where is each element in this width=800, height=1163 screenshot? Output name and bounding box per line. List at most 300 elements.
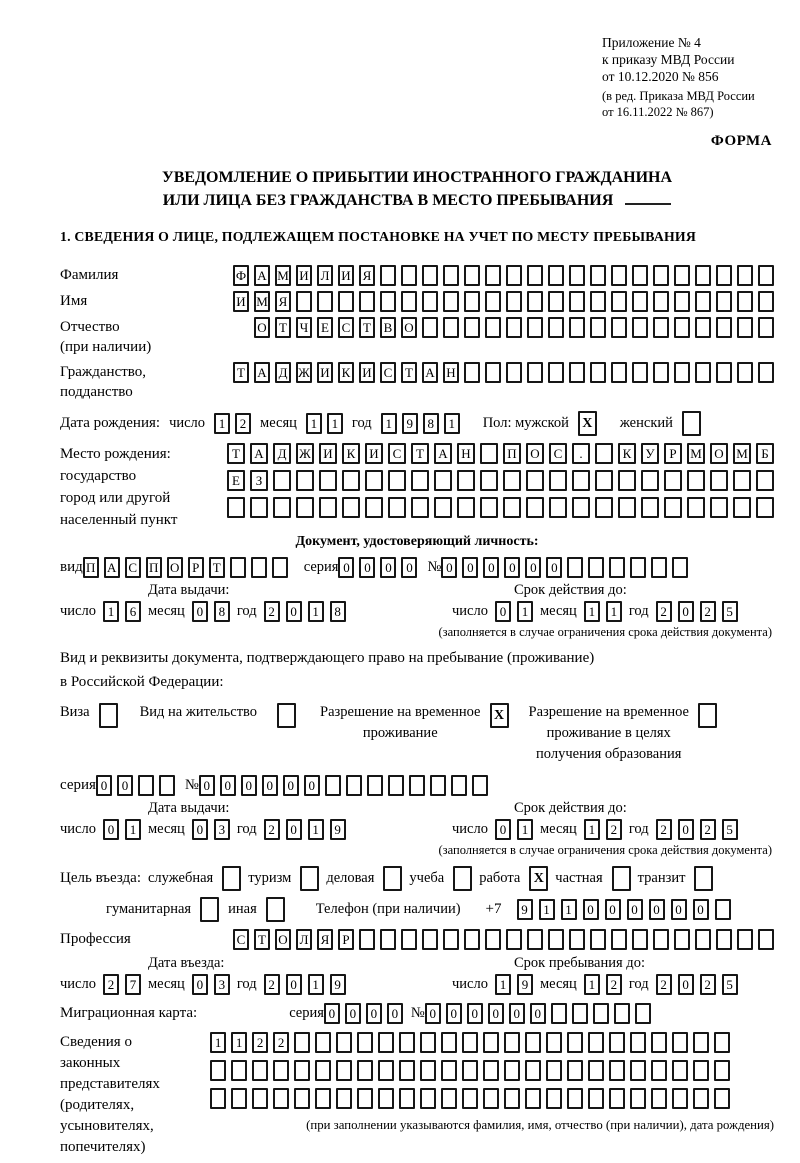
char-cell: Я: [317, 929, 333, 950]
char-cell: Т: [227, 443, 245, 464]
char-cell: [380, 291, 396, 312]
header-amendment-line: от 16.11.2022 № 867): [602, 104, 714, 119]
char-cell: [716, 929, 732, 950]
char-cell: 0: [495, 819, 511, 840]
char-cell: 0: [241, 775, 257, 796]
char-cell: [714, 1032, 730, 1053]
char-cell: [411, 470, 429, 491]
representatives-label-line: представителях: [60, 1076, 160, 1092]
char-cell: [716, 362, 732, 383]
char-cell: 9: [330, 819, 346, 840]
birth-place-cell-rows: [227, 443, 774, 531]
char-cell: [159, 775, 175, 796]
char-cell: [357, 1032, 373, 1053]
char-cell: [504, 1060, 520, 1081]
char-cell: 0: [467, 1003, 483, 1024]
representatives-label-line: (родителях,: [60, 1097, 135, 1113]
char-cell: 2: [700, 601, 716, 622]
purpose-work-checkbox: X: [529, 866, 548, 891]
residence-issue-line: [60, 819, 400, 840]
doc-issue-group: [60, 582, 400, 622]
char-cell: [480, 470, 498, 491]
char-cell: [674, 291, 690, 312]
char-cell: 0: [546, 557, 562, 578]
birth-place-row1: [227, 443, 774, 464]
char-cell: Р: [188, 557, 204, 578]
month-label: месяц: [539, 603, 577, 619]
char-cell: [464, 929, 480, 950]
char-cell: [695, 929, 711, 950]
char-cell: Е: [227, 470, 245, 491]
char-cell: 0: [605, 899, 621, 920]
char-cell: О: [275, 929, 291, 950]
char-cell: 0: [583, 899, 599, 920]
char-cell: [210, 1060, 226, 1081]
doc-number-label: №: [427, 559, 442, 575]
representatives-labels: [60, 1032, 160, 1158]
char-cell: К: [618, 443, 636, 464]
char-cell: 1: [381, 413, 397, 434]
char-cell: [434, 497, 452, 518]
entry-purpose-label: Цель въезда:: [60, 870, 141, 886]
migration-card-label: Миграционная карта:: [60, 1005, 198, 1021]
char-cell: 0: [530, 1003, 546, 1024]
form-title: [60, 166, 774, 212]
purpose-humanitarian-checkbox: [200, 897, 219, 922]
char-cell: А: [250, 443, 268, 464]
char-cell: [462, 1032, 478, 1053]
residence-expiry-day-cells: [495, 819, 533, 840]
char-cell: [367, 775, 383, 796]
char-cell: [504, 1088, 520, 1109]
char-cell: Ч: [296, 317, 312, 338]
char-cell: [250, 497, 268, 518]
char-cell: 0: [525, 557, 541, 578]
char-cell: 0: [220, 775, 236, 796]
char-cell: [611, 265, 627, 286]
year-label: год: [236, 603, 257, 619]
char-cell: [737, 291, 753, 312]
entry-date-group: [60, 955, 400, 995]
char-cell: [569, 929, 585, 950]
char-cell: [506, 929, 522, 950]
char-cell: 0: [401, 557, 417, 578]
char-cell: С: [125, 557, 141, 578]
char-cell: [687, 470, 705, 491]
option-temp-residence-label: [320, 702, 480, 744]
char-cell: [430, 775, 446, 796]
char-cell: [609, 1060, 625, 1081]
char-cell: [357, 1060, 373, 1081]
char-cell: И: [296, 265, 312, 286]
char-cell: С: [380, 362, 396, 383]
char-cell: [457, 470, 475, 491]
char-cell: 2: [700, 819, 716, 840]
char-cell: 0: [380, 557, 396, 578]
char-cell: [595, 470, 613, 491]
char-cell: [674, 265, 690, 286]
char-cell: Н: [443, 362, 459, 383]
char-cell: Л: [296, 929, 312, 950]
doc-series-cells: [338, 557, 417, 578]
option-line: проживание: [362, 725, 438, 741]
char-cell: 0: [117, 775, 133, 796]
char-cell: [664, 497, 682, 518]
char-cell: [756, 497, 774, 518]
char-cell: 2: [264, 601, 280, 622]
option-temp-residence-education-checkbox: [698, 703, 717, 728]
residence-number-label: №: [184, 777, 199, 793]
char-cell: М: [687, 443, 705, 464]
char-cell: [569, 362, 585, 383]
char-cell: 9: [517, 899, 533, 920]
char-cell: [380, 929, 396, 950]
residence-series-label: серия: [60, 777, 96, 793]
year-label: год: [628, 603, 649, 619]
birth-month-label: месяц: [260, 415, 297, 431]
option-visa: [60, 702, 118, 728]
char-cell: [378, 1032, 394, 1053]
char-cell: [422, 291, 438, 312]
stay-day-cells: [495, 974, 533, 995]
char-cell: С: [338, 317, 354, 338]
char-cell: [527, 291, 543, 312]
char-cell: С: [233, 929, 249, 950]
char-cell: О: [254, 317, 270, 338]
option-residence-permit-label: Вид на жительство: [139, 704, 258, 720]
birth-place-row3: [227, 497, 774, 518]
identity-doc-dates: [60, 582, 774, 622]
header-amendment-block: [602, 89, 774, 120]
char-cell: [695, 265, 711, 286]
char-cell: [546, 1088, 562, 1109]
char-cell: [651, 1060, 667, 1081]
char-cell: И: [317, 362, 333, 383]
purpose-transit-checkbox: [694, 866, 713, 891]
purpose-study-label: учеба: [409, 870, 445, 886]
year-label: год: [236, 821, 257, 837]
char-cell: [693, 1088, 709, 1109]
char-cell: Т: [359, 317, 375, 338]
purpose-transit-label: транзит: [637, 870, 686, 886]
char-cell: И: [319, 443, 337, 464]
char-cell: 1: [495, 974, 511, 995]
char-cell: [611, 317, 627, 338]
char-cell: 0: [286, 601, 302, 622]
char-cell: [273, 1088, 289, 1109]
char-cell: 0: [324, 1003, 340, 1024]
representatives-footnote: (при заполнении указываются фамилия, имя, отчество (при наличии), дата рождения): [306, 1118, 774, 1132]
char-cell: [294, 1032, 310, 1053]
char-cell: Я: [275, 291, 291, 312]
char-cell: О: [167, 557, 183, 578]
month-label: месяц: [147, 603, 185, 619]
char-cell: К: [342, 443, 360, 464]
char-cell: 0: [283, 775, 299, 796]
char-cell: [503, 497, 521, 518]
residence-issue-group: [60, 800, 400, 840]
char-cell: [319, 497, 337, 518]
doc-issue-year-cells: [264, 601, 346, 622]
char-cell: [733, 470, 751, 491]
residence-doc-intro-line1: Вид и реквизиты документа, подтверждающего право на пребывание (проживание): [60, 650, 595, 666]
birth-place-label-line: город или другой: [60, 490, 171, 506]
char-cell: 3: [214, 819, 230, 840]
char-cell: 0: [495, 601, 511, 622]
char-cell: [614, 1003, 630, 1024]
char-cell: 2: [103, 974, 119, 995]
char-cell: [272, 557, 288, 578]
char-cell: [252, 1060, 268, 1081]
char-cell: [590, 317, 606, 338]
char-cell: [464, 317, 480, 338]
patronymic-label: [60, 317, 151, 357]
char-cell: 2: [252, 1032, 268, 1053]
residence-expiry-footnote: (заполняется в случае ограничения срока действия документа): [438, 843, 772, 857]
char-cell: 0: [649, 899, 665, 920]
char-cell: М: [254, 291, 270, 312]
char-cell: 6: [125, 601, 141, 622]
birth-place-label-line: Место рождения:: [60, 446, 171, 462]
char-cell: [632, 362, 648, 383]
month-label: месяц: [147, 976, 185, 992]
char-cell: [618, 470, 636, 491]
char-cell: Т: [411, 443, 429, 464]
stay-until-group: [452, 955, 738, 995]
purpose-tourism-checkbox: [300, 866, 319, 891]
char-cell: П: [83, 557, 99, 578]
char-cell: А: [422, 362, 438, 383]
char-cell: [716, 317, 732, 338]
given-name-label: Имя: [60, 293, 88, 309]
option-temp-residence-checkbox: X: [490, 703, 509, 728]
char-cell: [635, 1003, 651, 1024]
field-birth-date: [60, 411, 774, 436]
char-cell: [346, 775, 362, 796]
char-cell: 2: [656, 974, 672, 995]
char-cell: [443, 929, 459, 950]
char-cell: [714, 1088, 730, 1109]
char-cell: [485, 265, 501, 286]
char-cell: [693, 1060, 709, 1081]
day-label: число: [60, 603, 96, 619]
char-cell: 1: [539, 899, 555, 920]
char-cell: [252, 1088, 268, 1109]
char-cell: [434, 470, 452, 491]
char-cell: 0: [678, 819, 694, 840]
char-cell: [296, 497, 314, 518]
char-cell: [758, 362, 774, 383]
char-cell: 1: [327, 413, 343, 434]
char-cell: 0: [425, 1003, 441, 1024]
char-cell: [420, 1060, 436, 1081]
char-cell: 2: [656, 601, 672, 622]
form-title-line2-wrap: [60, 189, 774, 212]
header-line: к приказу МВД России: [602, 52, 735, 67]
option-temp-residence-education-label: [529, 702, 689, 765]
char-cell: 3: [214, 974, 230, 995]
char-cell: [525, 1060, 541, 1081]
residence-doc-series-row: [60, 775, 774, 796]
char-cell: У: [641, 443, 659, 464]
char-cell: О: [526, 443, 544, 464]
doc-expiry-line: [452, 601, 738, 622]
given-name-cells: [233, 291, 774, 312]
char-cell: [630, 1088, 646, 1109]
citizenship-cells: [233, 362, 774, 383]
char-cell: [336, 1088, 352, 1109]
char-cell: [401, 291, 417, 312]
day-label: число: [452, 603, 488, 619]
birth-place-label-line: населенный пункт: [60, 512, 178, 528]
representatives-label-line: попечителях): [60, 1139, 146, 1155]
char-cell: И: [338, 265, 354, 286]
phone-prefix: +7: [485, 901, 502, 917]
char-cell: 0: [488, 1003, 504, 1024]
char-cell: [273, 470, 291, 491]
char-cell: [590, 362, 606, 383]
purpose-other-label: иная: [228, 901, 257, 917]
char-cell: [758, 929, 774, 950]
char-cell: Т: [401, 362, 417, 383]
char-cell: [674, 362, 690, 383]
char-cell: [758, 265, 774, 286]
char-cell: 1: [210, 1032, 226, 1053]
residence-issue-month-cells: [192, 819, 230, 840]
char-cell: [567, 1088, 583, 1109]
char-cell: [422, 929, 438, 950]
profession-cells: [233, 929, 774, 950]
option-visa-checkbox: [99, 703, 118, 728]
option-line: проживание в целях: [546, 725, 671, 741]
char-cell: [457, 497, 475, 518]
char-cell: Д: [275, 362, 291, 383]
char-cell: 2: [606, 974, 622, 995]
char-cell: [399, 1088, 415, 1109]
char-cell: [525, 1088, 541, 1109]
residence-issue-year-cells: [264, 819, 346, 840]
surname-label: Фамилия: [60, 267, 119, 283]
char-cell: [710, 497, 728, 518]
char-cell: [420, 1088, 436, 1109]
char-cell: 2: [656, 819, 672, 840]
sex-female-checkbox: [682, 411, 701, 436]
residence-expiry-caption: Срок действия до:: [514, 800, 627, 816]
char-cell: С: [388, 443, 406, 464]
residence-doc-intro: [60, 646, 774, 694]
char-cell: 0: [338, 557, 354, 578]
phone-label: Телефон (при наличии): [315, 901, 461, 917]
char-cell: [315, 1060, 331, 1081]
char-cell: [674, 929, 690, 950]
char-cell: И: [365, 443, 383, 464]
stay-until-caption: Срок пребывания до:: [514, 955, 645, 971]
representatives-row1: [210, 1032, 774, 1053]
char-cell: 1: [231, 1032, 247, 1053]
char-cell: [611, 929, 627, 950]
surname-cells: [233, 265, 774, 286]
month-label: месяц: [147, 821, 185, 837]
char-cell: [664, 470, 682, 491]
char-cell: Т: [233, 362, 249, 383]
char-cell: [359, 291, 375, 312]
char-cell: А: [254, 362, 270, 383]
day-label: число: [60, 821, 96, 837]
doc-issue-month-cells: [192, 601, 230, 622]
char-cell: А: [104, 557, 120, 578]
char-cell: 1: [308, 601, 324, 622]
year-label: год: [628, 821, 649, 837]
birth-place-row2: [227, 470, 774, 491]
char-cell: Д: [273, 443, 291, 464]
char-cell: [758, 291, 774, 312]
char-cell: [546, 1060, 562, 1081]
char-cell: 5: [722, 601, 738, 622]
char-cell: 8: [330, 601, 346, 622]
char-cell: 1: [584, 974, 600, 995]
char-cell: [548, 362, 564, 383]
char-cell: 0: [192, 974, 208, 995]
entry-month-cells: [192, 974, 230, 995]
char-cell: О: [710, 443, 728, 464]
char-cell: [733, 497, 751, 518]
purpose-work-label: работа: [479, 870, 521, 886]
entry-year-cells: [264, 974, 346, 995]
char-cell: [548, 291, 564, 312]
char-cell: [549, 497, 567, 518]
char-cell: 1: [561, 899, 577, 920]
char-cell: [273, 497, 291, 518]
char-cell: [506, 291, 522, 312]
char-cell: [294, 1060, 310, 1081]
char-cell: 1: [444, 413, 460, 434]
char-cell: .: [572, 443, 590, 464]
char-cell: [409, 775, 425, 796]
char-cell: [609, 1032, 625, 1053]
char-cell: [480, 497, 498, 518]
doc-expiry-month-cells: [584, 601, 622, 622]
char-cell: [672, 557, 688, 578]
char-cell: [569, 265, 585, 286]
char-cell: [588, 1060, 604, 1081]
char-cell: [388, 775, 404, 796]
char-cell: [483, 1032, 499, 1053]
char-cell: 0: [678, 601, 694, 622]
char-cell: [464, 362, 480, 383]
entry-day-cells: [103, 974, 141, 995]
char-cell: 1: [125, 819, 141, 840]
char-cell: [526, 470, 544, 491]
doc-number-cells: [441, 557, 688, 578]
char-cell: [653, 929, 669, 950]
char-cell: [546, 1032, 562, 1053]
char-cell: И: [359, 362, 375, 383]
char-cell: Р: [338, 929, 354, 950]
purpose-tourism-label: туризм: [248, 870, 292, 886]
purpose-humanitarian-label: гуманитарная: [106, 901, 192, 917]
char-cell: [294, 1088, 310, 1109]
char-cell: Р: [664, 443, 682, 464]
char-cell: 0: [199, 775, 215, 796]
birth-year-label: год: [351, 415, 372, 431]
purpose-business-checkbox: [383, 866, 402, 891]
char-cell: [630, 1032, 646, 1053]
char-cell: [336, 1060, 352, 1081]
char-cell: Н: [457, 443, 475, 464]
char-cell: [611, 291, 627, 312]
char-cell: [567, 557, 583, 578]
form-label: ФОРМА: [710, 133, 772, 149]
